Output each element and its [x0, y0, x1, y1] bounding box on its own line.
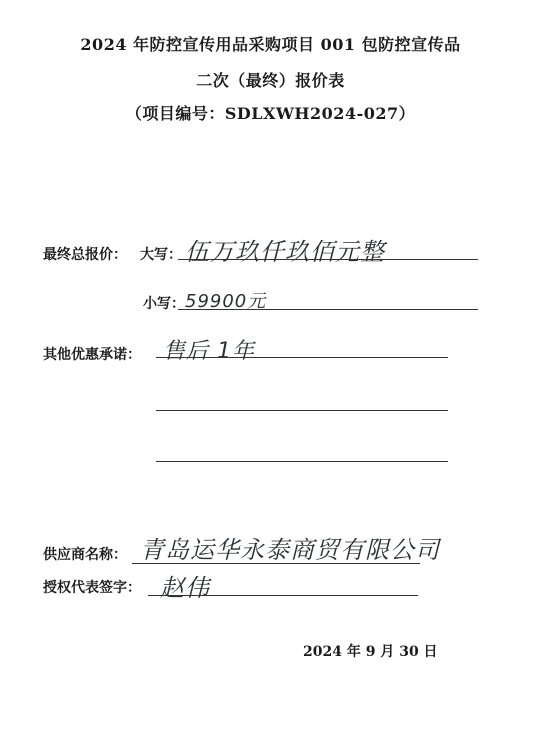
other-offers-value: 售后 1年 [163, 339, 255, 364]
uppercase-amount-underline [178, 259, 478, 260]
lowercase-amount-value: 59900元 [185, 291, 267, 312]
uppercase-amount-label: 大写： [140, 247, 182, 263]
project-number: （项目编号：SDLXWH2024-027） [125, 104, 416, 123]
authorized-signature: 赵伟 [160, 574, 210, 602]
other-offers-label: 其他优惠承诺： [43, 347, 141, 363]
uppercase-amount-value: 伍万玖仟玖佰元整 [185, 238, 385, 266]
other-offers-underline-3 [156, 461, 448, 462]
document-date: 2024 年 9 月 30 日 [303, 644, 438, 660]
document-title-line2: 二次（最终）报价表 [196, 71, 345, 90]
final-total-label: 最终总报价： [43, 247, 127, 263]
supplier-name-value: 青岛运华永泰商贸有限公司 [140, 536, 440, 564]
other-offers-underline-1 [156, 357, 448, 358]
other-offers-underline-2 [156, 410, 448, 411]
document-title-line1: 2024 年防控宣传用品采购项目 001 包防控宣传品 [80, 35, 461, 54]
signature-underline [148, 595, 418, 596]
lowercase-amount-label: 小写： [143, 296, 185, 312]
supplier-name-label: 供应商名称： [43, 547, 127, 563]
authorized-signature-label: 授权代表签字： [43, 580, 141, 596]
supplier-name-underline [132, 563, 420, 564]
lowercase-amount-underline [178, 309, 478, 310]
